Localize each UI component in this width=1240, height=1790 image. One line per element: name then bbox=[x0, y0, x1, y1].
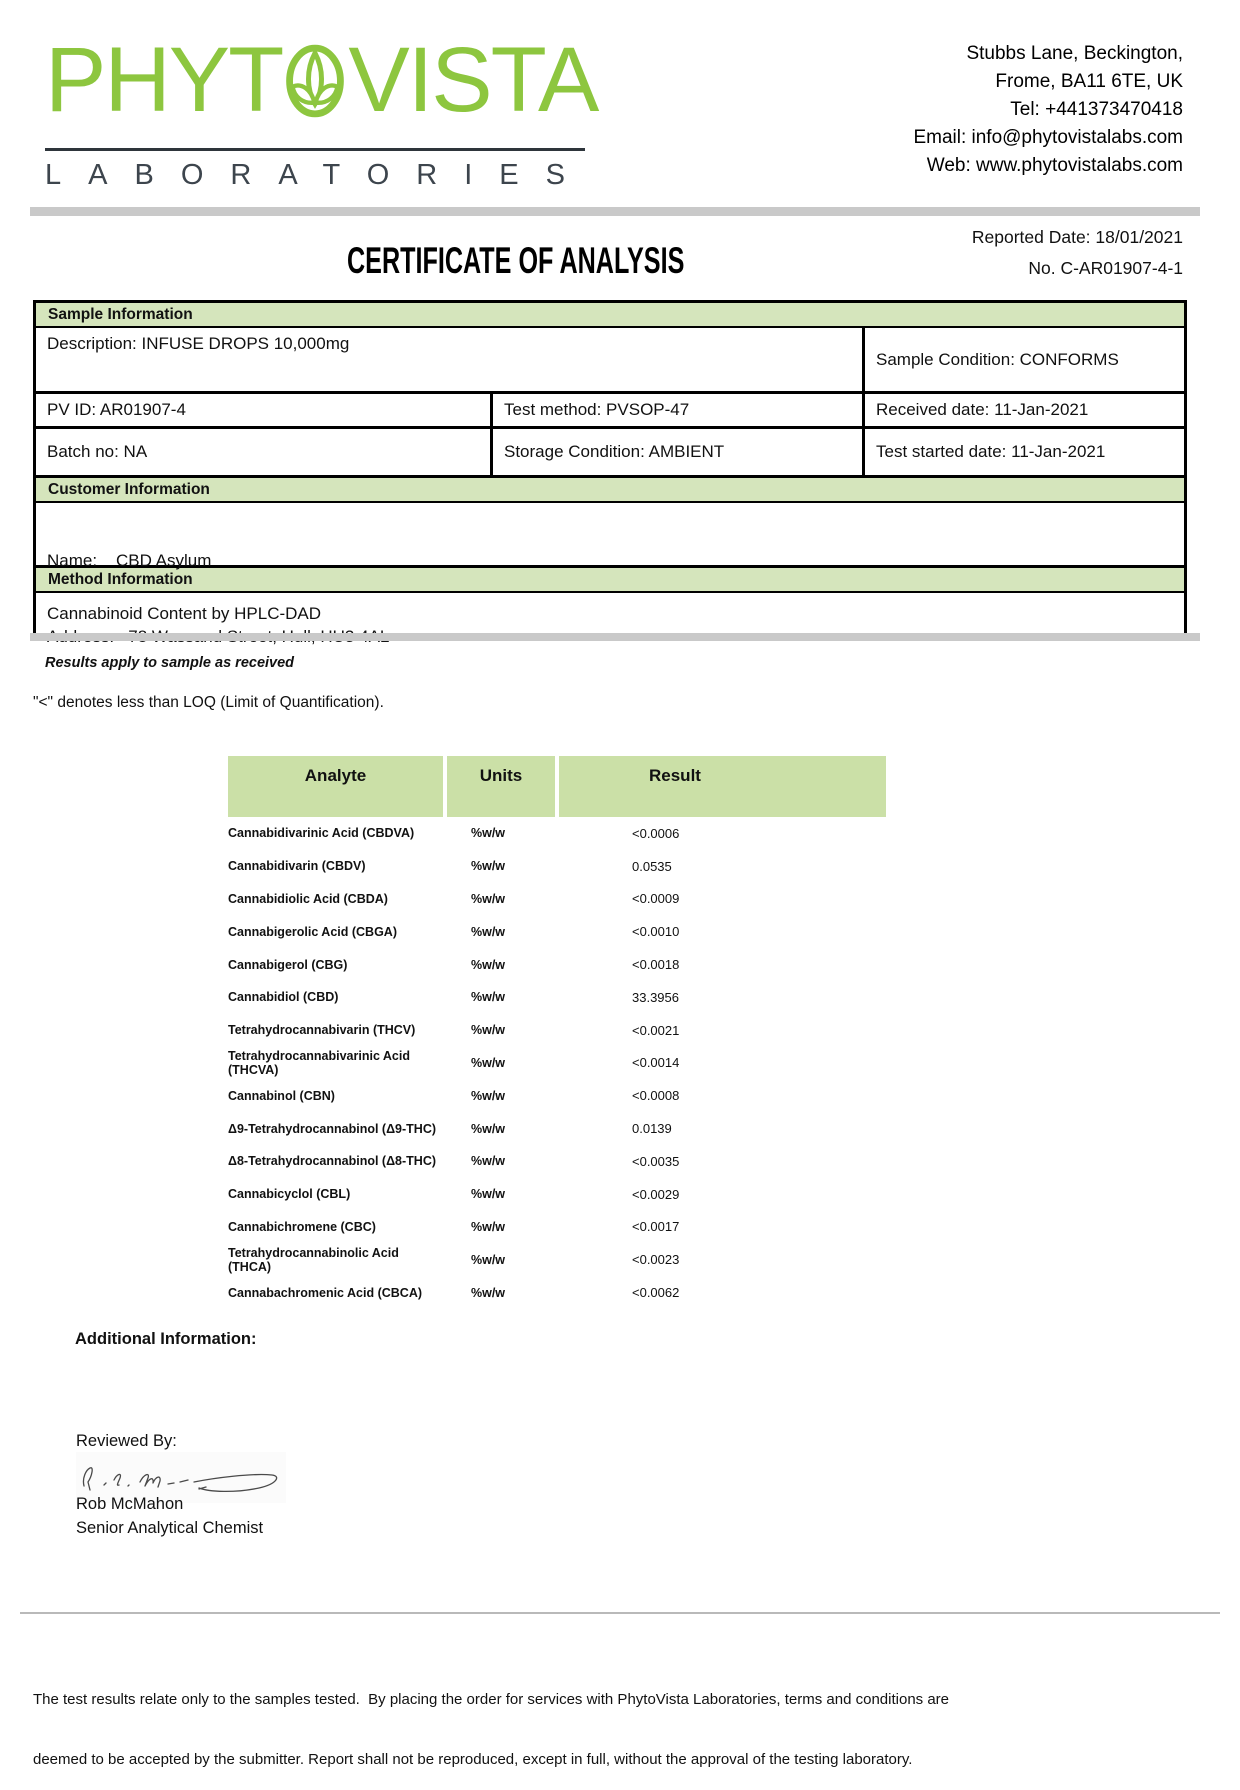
batch-no: Batch no: NA bbox=[36, 429, 493, 475]
result-cell: 0.0535 bbox=[632, 858, 672, 874]
units-cell: %w/w bbox=[471, 924, 506, 939]
contact-address-line1: Stubbs Lane, Beckington, bbox=[966, 43, 1183, 64]
section-sample-information: Sample Information bbox=[36, 303, 1184, 328]
leaf-in-oval-icon bbox=[284, 42, 346, 134]
footer-divider bbox=[20, 1612, 1220, 1614]
info-table bbox=[33, 300, 1187, 637]
units-cell: %w/w bbox=[471, 1023, 506, 1038]
reviewed-by-label: Reviewed By: bbox=[76, 1432, 177, 1450]
units-cell: %w/w bbox=[471, 957, 506, 972]
units-cell: %w/w bbox=[471, 1285, 506, 1300]
analyte-cell: Cannabigerol (CBG) bbox=[228, 957, 348, 972]
units-cell: %w/w bbox=[471, 990, 506, 1005]
header-result: Result bbox=[559, 756, 886, 817]
reviewer-title: Senior Analytical Chemist bbox=[76, 1519, 264, 1537]
logo-subtitle: LABORATORIES bbox=[45, 159, 592, 191]
table-row bbox=[228, 883, 886, 916]
analyte-cell: Tetrahydrocannabivarin (THCV) bbox=[228, 1023, 416, 1038]
analyte-cell: Cannabidivarinic Acid (CBDVA) bbox=[228, 826, 415, 841]
logo-word-part2: VISTA bbox=[348, 29, 598, 131]
sample-description-row bbox=[36, 328, 1184, 394]
analyte-cell: Cannabachromenic Acid (CBCA) bbox=[228, 1285, 423, 1300]
sample-id-row bbox=[36, 394, 1184, 429]
units-cell: %w/w bbox=[471, 1219, 506, 1234]
table-row bbox=[228, 915, 886, 948]
customer-details bbox=[36, 503, 1184, 570]
results-note-sample: Results apply to sample as received bbox=[45, 655, 295, 671]
units-cell: %w/w bbox=[471, 891, 506, 906]
table-row bbox=[228, 1145, 886, 1178]
customer-details-row bbox=[36, 503, 1184, 568]
analyte-cell: Cannabidiolic Acid (CBDA) bbox=[228, 891, 388, 906]
table-row bbox=[228, 981, 886, 1014]
storage-condition: Storage Condition: AMBIENT bbox=[493, 429, 865, 475]
result-cell: <0.0035 bbox=[632, 1153, 680, 1169]
table-row bbox=[228, 817, 886, 850]
results-rows bbox=[228, 817, 886, 1309]
units-cell: %w/w bbox=[471, 859, 506, 874]
analyte-cell: Cannabinol (CBN) bbox=[228, 1088, 335, 1103]
analyte-cell: Cannabidivarin (CBDV) bbox=[228, 859, 366, 874]
result-cell: <0.0009 bbox=[632, 891, 680, 907]
result-cell: <0.0029 bbox=[632, 1186, 680, 1202]
result-cell: <0.0014 bbox=[632, 1055, 680, 1071]
document-title: CERTIFICATE OF ANALYSIS bbox=[347, 240, 685, 281]
units-cell: %w/w bbox=[471, 1187, 506, 1202]
header-units: Units bbox=[447, 756, 555, 817]
header-separator-bar bbox=[30, 207, 1200, 216]
units-cell: %w/w bbox=[471, 826, 506, 841]
result-cell: <0.0023 bbox=[632, 1252, 680, 1268]
result-cell: 0.0139 bbox=[632, 1121, 672, 1137]
contact-web: Web: www.phytovistalabs.com bbox=[926, 155, 1183, 176]
analyte-cell: Tetrahydrocannabivarinic Acid (THCVA) bbox=[228, 1048, 410, 1077]
section-separator-bar bbox=[30, 633, 1200, 641]
table-row bbox=[228, 1079, 886, 1112]
reported-date: Reported Date: 18/01/2021 bbox=[971, 227, 1183, 247]
units-cell: %w/w bbox=[471, 1088, 506, 1103]
result-cell: <0.0010 bbox=[632, 924, 680, 940]
results-table bbox=[228, 756, 886, 1309]
method-description: Cannabinoid Content by HPLC-DAD bbox=[47, 603, 322, 623]
contact-tel: Tel: +441373470418 bbox=[1010, 99, 1183, 120]
pv-id: PV ID: AR01907-4 bbox=[36, 394, 493, 426]
logo-divider bbox=[45, 148, 585, 151]
section-customer-information: Customer Information bbox=[36, 475, 1184, 503]
contact-email: Email: info@phytovistalabs.com bbox=[913, 127, 1183, 148]
sample-condition: Sample Condition: CONFORMS bbox=[876, 349, 1119, 369]
footer-line1: The test results relate only to the samples tested. By placing the order for services with PhytoVista Laboratories, terms and conditions are bbox=[33, 1691, 950, 1708]
section-method-information: Method Information bbox=[36, 568, 1184, 593]
table-row bbox=[228, 1276, 886, 1309]
result-cell: 33.3956 bbox=[632, 989, 679, 1005]
header-analyte: Analyte bbox=[228, 756, 443, 817]
sample-description: Description: INFUSE DROPS 10,000mg bbox=[36, 328, 865, 391]
result-cell: <0.0008 bbox=[632, 1088, 680, 1104]
analyte-cell: Δ9-Tetrahydrocannabinol (Δ9-THC) bbox=[228, 1121, 437, 1136]
lab-contact-block bbox=[913, 40, 1183, 180]
company-logo bbox=[45, 29, 598, 192]
analyte-cell: Cannabidiol (CBD) bbox=[228, 990, 339, 1005]
analyte-cell: Δ8-Tetrahydrocannabinol (Δ8-THC) bbox=[228, 1154, 437, 1169]
units-cell: %w/w bbox=[471, 1252, 506, 1267]
result-cell: <0.0062 bbox=[632, 1285, 680, 1301]
table-row bbox=[228, 850, 886, 883]
logo-word-part1: PHYT bbox=[45, 29, 283, 131]
test-started-date: Test started date: 11-Jan-2021 bbox=[876, 442, 1106, 461]
contact-address-line2: Frome, BA11 6TE, UK bbox=[995, 71, 1183, 92]
result-cell: <0.0006 bbox=[632, 825, 680, 841]
units-cell: %w/w bbox=[471, 1121, 506, 1136]
footer-disclaimer bbox=[33, 1650, 1193, 1790]
certificate-number: No. C-AR01907-4-1 bbox=[1028, 258, 1183, 278]
received-date: Received date: 11-Jan-2021 bbox=[876, 400, 1089, 419]
analyte-cell: Cannabicyclol (CBL) bbox=[228, 1187, 351, 1202]
analyte-cell: Cannabichromene (CBC) bbox=[228, 1219, 376, 1234]
customer-name: Name: CBD Asylum bbox=[47, 551, 212, 570]
reviewer-name: Rob McMahon bbox=[76, 1495, 184, 1513]
analyte-cell: Cannabigerolic Acid (CBGA) bbox=[228, 924, 397, 939]
results-header-row bbox=[228, 756, 886, 817]
units-cell: %w/w bbox=[471, 1055, 506, 1070]
results-note-loq: "<" denotes less than LOQ (Limit of Quantification). bbox=[33, 694, 384, 711]
logo-wordmark bbox=[45, 29, 598, 134]
table-row bbox=[228, 1178, 886, 1211]
test-method: Test method: PVSOP-47 bbox=[493, 394, 865, 426]
result-cell: <0.0021 bbox=[632, 1022, 680, 1038]
table-row bbox=[228, 1112, 886, 1145]
table-row bbox=[228, 1047, 886, 1080]
analyte-cell: Tetrahydrocannabinolic Acid (THCA) bbox=[228, 1245, 399, 1274]
sample-batch-row bbox=[36, 429, 1184, 475]
table-row bbox=[228, 1211, 886, 1244]
result-cell: <0.0018 bbox=[632, 957, 680, 973]
result-cell: <0.0017 bbox=[632, 1219, 680, 1235]
units-cell: %w/w bbox=[471, 1154, 506, 1169]
table-row bbox=[228, 1243, 886, 1276]
footer-line2: deemed to be accepted by the submitter. Report shall not be reproduced, except in full, without the approval of the testing laboratory. bbox=[33, 1751, 913, 1768]
table-row bbox=[228, 948, 886, 981]
additional-information-label: Additional Information: bbox=[75, 1330, 257, 1348]
table-row bbox=[228, 1014, 886, 1047]
